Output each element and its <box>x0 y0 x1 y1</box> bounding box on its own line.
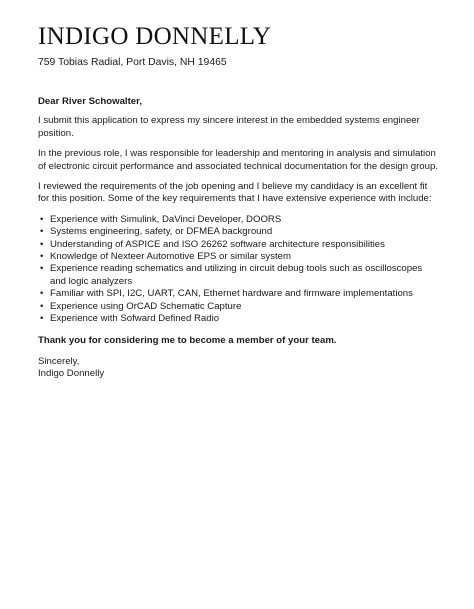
paragraph-requirements: I reviewed the requirements of the job opening and I believe my candidacy is an excellent fit for this position. Some of the key requirements that I have extensive experience with include: <box>38 181 432 205</box>
list-item <box>38 313 438 325</box>
bullet-icon: • <box>40 300 44 312</box>
list-item <box>38 226 438 238</box>
list-item-text: Experience with Sofward Defined Radio <box>50 313 220 325</box>
list-item-text: Systems engineering, safety, or DFMEA background <box>50 226 273 238</box>
paragraph-intro: I submit this application to express my sincere interest in the embedded systems engineer position. <box>38 115 420 139</box>
salutation: Dear River Schowalter, <box>38 96 142 107</box>
list-item <box>38 239 438 251</box>
bullet-icon: • <box>40 238 44 250</box>
list-item-text: Knowledge of Nexteer Automotive EPS or similar system <box>50 251 292 263</box>
bullet-icon: • <box>40 263 44 275</box>
list-item <box>38 263 438 288</box>
list-item-text: Experience reading schematics and utilizing in circuit debug tools such as oscilloscopes and logic analyzers <box>50 263 423 287</box>
list-item <box>38 214 438 226</box>
bullet-icon: • <box>40 213 44 225</box>
applicant-address: 759 Tobias Radial, Port Davis, NH 19465 <box>38 57 227 68</box>
paragraph-previous-role: In the previous role, I was responsible for leadership and mentoring in analysis and simulation of electronic circuit performance and associated technical documentation for the design group. <box>38 148 438 172</box>
signoff: Sincerely, <box>38 355 80 367</box>
experience-list <box>38 214 438 326</box>
bullet-icon: • <box>40 226 44 238</box>
list-item <box>38 301 438 313</box>
letter-body <box>38 96 438 381</box>
list-item <box>38 288 438 300</box>
bullet-icon: • <box>40 313 44 325</box>
list-item-text: Experience using OrCAD Schematic Capture <box>50 300 242 312</box>
list-item-text: Experience with Simulink, DaVinci Developer, DOORS <box>50 213 282 225</box>
closing-statement: Thank you for considering me to become a member of your team. <box>38 334 337 346</box>
bullet-icon: • <box>40 251 44 263</box>
list-item <box>38 251 438 263</box>
applicant-name: INDIGO DONNELLY <box>38 23 272 50</box>
signature-name: Indigo Donnelly <box>38 368 105 380</box>
list-item-text: Familiar with SPI, I2C, UART, CAN, Ethernet hardware and firmware implementations <box>50 288 413 300</box>
list-item-text: Understanding of ASPICE and ISO 26262 software architecture responsibilities <box>50 238 385 250</box>
bullet-icon: • <box>40 288 44 300</box>
